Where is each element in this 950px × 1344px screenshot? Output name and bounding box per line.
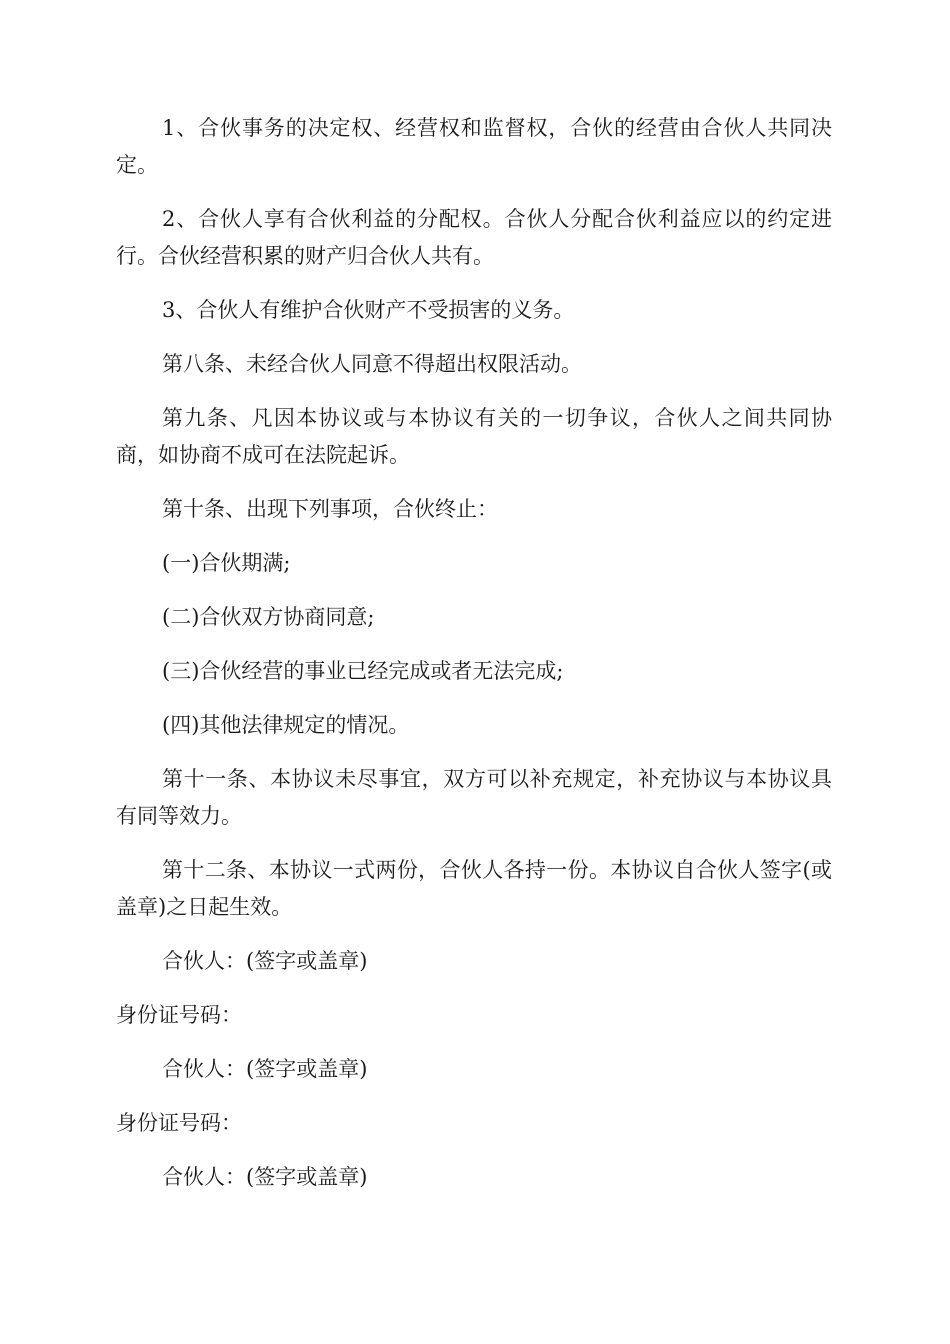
article-9: 第九条、凡因本协议或与本协议有关的一切争议，合伙人之间共同协商，如协商不成可在法院起诉。 xyxy=(116,406,832,467)
termination-item-1: (一)合伙期满; xyxy=(162,551,291,575)
termination-item-2: (二)合伙双方协商同意; xyxy=(162,605,375,629)
article-8: 第八条、未经合伙人同意不得超出权限活动。 xyxy=(162,352,582,376)
id-number-1: 身份证号码： xyxy=(116,1003,242,1027)
clause-item-2: 2、合伙人享有合伙利益的分配权。合伙人分配合伙利益应以的约定进行。合伙经营积累的财产归合伙人共有。 xyxy=(116,207,832,268)
article-10: 第十条、出现下列事项，合伙终止： xyxy=(162,497,498,521)
partner-signature-3: 合伙人：(签字或盖章) xyxy=(162,1165,368,1189)
partner-signature-2: 合伙人：(签字或盖章) xyxy=(162,1057,368,1081)
clause-item-3: 3、合伙人有维护合伙财产不受损害的义务。 xyxy=(162,298,575,322)
termination-item-4: (四)其他法律规定的情况。 xyxy=(162,713,410,737)
article-11: 第十一条、本协议未尽事宜，双方可以补充规定，补充协议与本协议具有同等效力。 xyxy=(116,767,832,828)
document-body xyxy=(116,110,832,1213)
partner-signature-1: 合伙人：(签字或盖章) xyxy=(162,949,368,973)
clause-item-1: 1、合伙事务的决定权、经营权和监督权，合伙的经营由合伙人共同决定。 xyxy=(116,116,832,177)
termination-item-3: (三)合伙经营的事业已经完成或者无法完成; xyxy=(162,659,564,683)
article-12: 第十二条、本协议一式两份，合伙人各持一份。本协议自合伙人签字(或盖章)之日起生效。 xyxy=(116,858,832,919)
id-number-2: 身份证号码： xyxy=(116,1111,242,1135)
